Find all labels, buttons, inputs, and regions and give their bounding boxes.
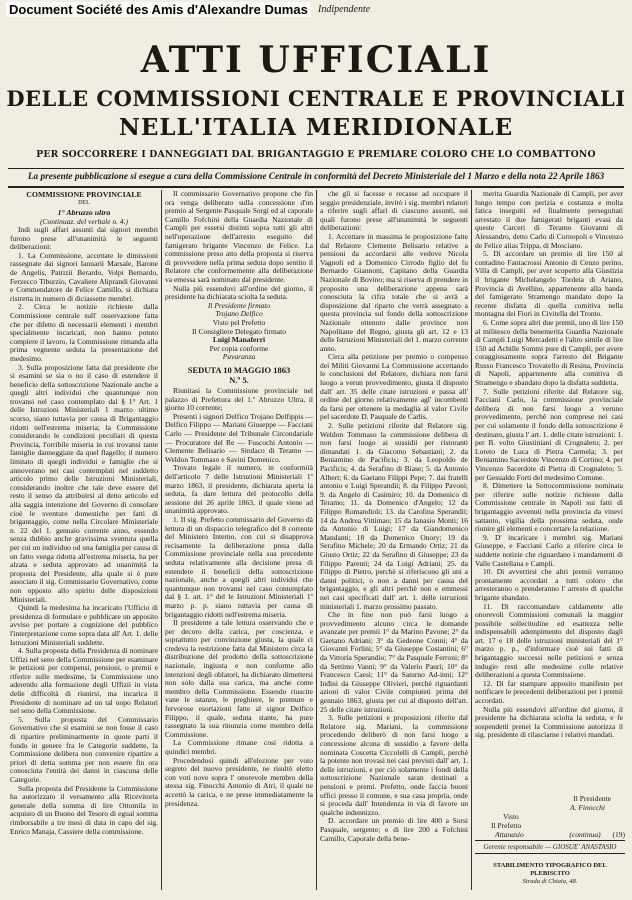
paragraph: D. accordare un premio di lire 400 a Sorsi Pasquale, sergente; e di lire 200 a Fofchini Camillo, Caporale della bene- [320, 816, 468, 843]
signature-block [475, 794, 625, 839]
paragraph: 7. Sulle petizioni riferite dal Relatore sig. Facciani Carlo, la commissione provinciale delibera di non farsi luogo a veruno provvedimento, perchè non comprese nei casi per cui solamente il fondo della sottoscrizione è destinato, giusta l' art. 1. delle citate istruzioni: 1. per B. volto Giustiniani di Crognaleto; 2. per Loreto de Luca di Pietra Carmela; 3. per Beniamino Sacerdote Vincenzo di Cortino; 4. per Vincenzo Sacerdote di Pietra di Crognaleto; 5. per Gesualdo Forti del medesimo Comune. [475, 386, 623, 482]
continuation-row [569, 830, 625, 839]
paragraph: Procedendosi quindi all'elezione per voto segreto del nuovo presidente, ne risultò eletto con voti nove sopra l' onorevole membro della stessa sig. Finocchi Antonio di Atri, il quale ne accettò la carica, e ne prese immediatamente la presidenza. [165, 755, 313, 808]
paragraph: 6. Come sopra altri due premii, uno di lire 150 al militesco della benemerita Guardia Nazionale di Campli Luigi Mercadetti e l'altro simile di lire 150 ad Achille Sommi pure di Campli, per avere coraggiosamente sopra l'arresto del Brigante Russo Francesco Trovatello di Resina, Provincia di Napoli, appartenente alla comitiva di Stramengo e sbandato dopo la disfatta suddetta. [475, 317, 623, 388]
paragraph: 3. Sulle petizioni e proposizioni riferite dal Relatore sig. Mariani, la commissione procedendo deliberò di non farsi luogo a concessione alcuna di sussidio a favore della nominata Coscetta Ciccolelli di Campli, perchè la potente non trovasi nei casi previsti dall' art. 1. delle istruzioni, e per ciò solamente i fondi della sottoscrizione Nazionale saran destinati a pensioni e premi. Prefetto, onde faccia buoni uffici presso il comune, e sua casa propria, onde si proceda dall' Intendenza in via di favore un qualche indennizzo. [320, 713, 468, 817]
column-4 [475, 190, 623, 790]
watermark: Document Société des Amis d'Alexandre Dumas [6, 2, 311, 17]
signature-label: Visto pel Prefetto [212, 317, 266, 327]
paragraph: 5. Di accordare un premio di lire 150 al contadino Fantacrossi Antonio di Cenzo perino, Villa di Campli, per aver scoperto alla Giustizia il brigante Michelangelo Tordeia di Ariano, Provincia di Avellino, appartenente alla banda del famigerato Stramengo mandato dopo la recente disfatta di quella comitiva nella montagna dei Fiori in Civitella del Tronto. [475, 249, 623, 319]
paragraph: 3. Sulla proposizione fatta dal presidente che si esamini se sia o no il caso di estendere il beneficio della sottoscrizione Nazionale anche a quegli altri individui che quantunque non trovansi nel caso contemplato dal § 1° Art. 1 delle Istruzioni Ministeriali 1 marzo ultimo scorso, siano tuttavia per causa di Brigantaggio ridotti nell'estrema miseria; la Commissione considerando le condizioni peculiari di questa Provincia, l'orribile miseria in cui trovansi tante famiglie danneggiate da quel flagello; il numero limitato di quegli individui e famiglie che si annoverano nei casi contemplati nel suddetto articolo primo delle Istruzioni Ministeriali, considerando inoltre che tale deve essere del resto il senso da attribuirsi al detto articolo ed alla saggia intenzione del Governo di consolare cioè le sventure domestiche per fatti di brigantaggio, come nella Circolare Ministeriale n. 22 del 1. gennaio corrente anno, essendo senza dubbio anche gravissima sventura quella per cui un individuo od una famiglia per causa di un fatto venga ridotta all'estrema miseria, ha per alzata e seduta approvato ad unanimità la proposta del Presidente, alla quale si è pure associato il sig. Commissario Governativo, come non opposto allo spirito delle disposizioni Ministeriali. [10, 362, 158, 604]
signature-name: Pavaranza [222, 352, 256, 362]
president-title: Il Presidente [573, 794, 611, 803]
signature-label: Il Presidente firmato [207, 300, 271, 310]
paragraph: Circa alla petizione per premio o compenso dei Militi Giovanni La Commissione accettando le conclusioni del Relatore, dichiara non farsi luogo a verun provvedimento, giusta il disposto dall' art. 35 delle citate istruzioni e passa all' ordine del giorno relativamente agl' incombenti da farsi per ottenere la medaglia al valor Civile pel sacerdote D. Pasquale de Carlis. [320, 352, 468, 422]
paragraph: 1. Il sig. Prefetto commissario del Governo dà lettura di un dispaccio telegrafico del 8 corrente del Ministero Interno, con cui si disapprova recisamente la deliberazione presa dalla Commissione provinciale nella sua precedente seduta relativamente alla decisione presa di estendere il beneficii della sottoscrizione nazionale, anche a quegli altri individui che quantunque non trovansi nel caso contemplato dal § 1. art. 1° del le Istruzioni Ministeriali 1º marzo p. p. siano tuttavia per causa di brigantaggio ridotti nell'estrema miseria. [165, 514, 313, 619]
masthead-line3: NELL'ITALIA MERIDIONALE [118, 114, 514, 141]
paragraph: Nulla più essendovi all'ordine del giorno, il presidente ha dichiarata sciolta la seduta. [165, 283, 313, 302]
paragraph: merita Guardia Nazionale di Campli, per aver lungo tempo con perizia e costanza e molta fatica inseguiti ed finalmente perseguitati arrestato il due famigerati briganti evasi da queste Carceri di Teramo Giovanni di Alessandro, detto Carlo di Cornopoli e Vincenzo de Felice alias Trippa, di Mosciano. [475, 190, 623, 250]
paragraph: La Commissione rimane così ridotta a quindici membri. [165, 738, 313, 756]
paragraph: Sulla proposta del Presidente la Commissione ha autorizzato il versamento alla Ricevitoria generale della somma di lire Ottomila in acquisto di un Buono del Tesoro di egual somma rimborsabile a tre mesi di data in capo del sig. Enrico Manaja, Cassiere della commissione. [10, 783, 158, 836]
paragraph: 4. Sulla proposta della Presidenza di nominare Uffizi nel seno della Commissione per esaminare le petizioni per compensi, pensioni, o premii e riferire sulle medesime, la Commissione uno aderendo alla formazione degli Uffizii in vista delle difficoltà di riunirsi, ma incarica il Presidente di nominare ad un tal uopo Relatori nel seno della Commissione. [10, 646, 158, 716]
paragraph: 1. La Commissione, accettate le dimissioni rassegnate dai signori Ianuarii Marsale, Barone de Angelis, Patrizii Berardo, Volpi Bernardo, Ferzecco Tiburzio, Cavaliere Aliprandi Giovanni e Commendatore de Felice Camillo, si dichiara ristretta in numero di diciassette membri. [10, 250, 158, 303]
column-divider [161, 190, 162, 890]
paragraph: 2. Sulle petizioni riferite dal Relatore sig. Weldon Tommaso la commissione delibera di non farsi luogo ai sussidii per ristoranti dimandati 1. da Giacomo Sebastiani; 2. da Beniamino de Pacificis; 3. da Leopoldo de Pacificis; 4. da Serafino di Biase; 5. da Antonio Albert; 6. da Gaetano Filippi Pepe; 7. dai fratelli antonio e Luigi Sperandii; 8. da Filippo Pavoni; 9. da Angelo di Casimiro; 10. da Domenico di Teramo; 11. da Domenico d'Angelo; 12 da Filippo Romandioli; 13. da Carolina Sperandii; 14 da Andrea Vittimao; 15 da Ianasio Monti; 16 da Antonio di Luigi; 17 da Giandomenico Mandanti; 18 da Domenico Onory; 19 da Serafino Michele; 20 da Ermando Ortiz; 21 da Giusto Ortiz; 22 da Serafino di Giuseppe; 23 da Filippo Parenti; 24 da Luigi Adriani; 25. da Filippo di Pietro, perchè si riferiscono gli uni a danni politici, o non a danni per causa del brigantaggio, e gli altri perchè non e emmessi nei casi specificati dall' art. 1. delle istruzioni ministeriali 1. marzo prossimo passato. [320, 421, 468, 611]
paragraph: 2. Circa le notizie richieste dalla Commissione centrale sull' osservazione fatta che per difetto di necessarii elementi i membri specialmente incaricati, non hanno potuto compiere il lavoro, la Commissione rimanda alla prima vegnente seduta la presentazione del medesimo. [10, 302, 158, 363]
continua-label: (continua) [569, 830, 601, 839]
paragraph: 1. Accettare in massima le proposizione fatte dal Relatore Clemente Belisario relative a pensioni da accordarsi alle vedove Nicola Vagnoli ed a Domenico Cirrodo figlio del fu Bernardo Giannoni, Capitano della Guardia Nazionale di Bovino; ma si riserva di prendere in proposito una deliberazione appena sarà conosciuta la cifra totale che si avrà a disposizione dal riparto che verrà assegnato a questa provincia sul fondo della sottoscrizione Nazionale ottenuto dalle province non Napolitane del Regno, giusta gli art. 12 e 13 delle Istruzioni Ministeriali del 1. marzo corrente anno. [320, 231, 468, 353]
column-3 [320, 190, 468, 854]
subtitle-rule [8, 186, 624, 188]
paragraph: 5. Sulla proposta del Commissario Governativo che si esamini se non fosse il caso di ripartire preliminarmente in quote parti il fondo in genere fra le Categorie suddette, la Commissione delibera non convenire ripartire a priori di detta somma per non essere fin ora conosciuta l'entità dei danni in ciascuna delle Categorie. [10, 714, 158, 784]
heading-del: DEL [78, 200, 90, 206]
page-number: (19) [612, 830, 625, 839]
signature-label: Per copia conforme [209, 343, 269, 353]
paragraph: 10. Di avvertirsi che altri premii verranno prontamente accordati a tutti coloro che arresteranno o prenderanno l' arresto di qualche brigante sbandato. [475, 567, 623, 602]
column-divider [316, 190, 317, 890]
prefetto-name: Attanasio [495, 830, 524, 839]
paragraph: 9. D' incaricare i membri sig. Mariani Giuseppe, e Facciani Carlo a riferire circa le suddette notizie che riguardano i mandamenti di Valle Castellana e Campli. [475, 532, 623, 568]
paragraph: 12. Di far stampare apposito manifesto per notificare le precedenti deliberazioni per i premii accordati. [475, 678, 623, 706]
printer-name: STABILIMENTO TIPOGRAFICO DEL PLEBISCITO [493, 862, 607, 877]
paragraph: 8. Dimettere la Sottocommissione nominata per riferire sulle notizie richieste dalla Commissione centrale in Napoli sui fatti di brigantaggio avvenuti nella provincia da vinevi sattanto, vigilia della prossima seduta, onde riunire gli elementi e concertare la relazione. [475, 481, 623, 534]
signature-name: Trojano Delfico [215, 309, 263, 319]
president-name: A. Finocchi [570, 803, 605, 812]
prefetto-row [475, 830, 625, 839]
paragraph: che gli si facesse e recasse ad occupare il seggio presidenziale, invitò i sig. membri relatori a riferire sugli affari di ciascuno assunti, sui quali furono prese all'unanimità le seguenti deliberazioni: [320, 190, 468, 233]
prefetto-label: Il Prefetto [491, 821, 522, 830]
signature-name: Luigi Manaferri [212, 335, 266, 345]
paragraph: Presenti i signori Delfico Trojano Delfippis — Delfico Filippo — Mariani Giuseppe — Facciani Carlo — Presidente del Tribunale Circondariale — Procuratore del Re — Fuscochi Antonio — Clemente Belisario — Sindaco di Teramo — Weldon Tommaso e Savini Domenico. [165, 411, 313, 464]
gerente-line: Gerente responsabile — GIOSUE' ANASTASIO [475, 840, 625, 854]
masthead-subtitle: La presente pubblicazione si esegue a cura della Commissione Centrale in conformità del Decreto Ministeriale del 1 Marzo e della nota 22 Aprile 1863 [27, 172, 605, 182]
paragraph: Il presidente a tale lettura osservando che e per decoro della carica, per coscienza, e soprattutto per convinzione giusta, la quale ci credeva la restrizione fatta dal Ministero circa la distribuzione del prodotto della sottoscrizione nazionale, ingiusta e non conforme allo intenzioni degli oblatori, ha dichiarato dimettersi non solo dalla sua carica, ma anche come membro della Commissione. Essendo riuscite vane le istanze, le preghiere, le premure e fervorose esortazioni fatte al signor Delfico Filippo, il quale, seduta stante, ha pure rassegnato la sua rinunzia come membro della Commissione. [165, 618, 313, 739]
top-rule [8, 168, 624, 169]
session-number: N.º 5. [229, 375, 249, 386]
session-heading: SEDUTA 10 MAGGIO 1863 [187, 364, 291, 375]
paragraph: Il commissario Governativo propone che fin ora venga deliberato sulla concessione d'un premio al Sergente Pasquale Sorgi ed al caporale Camillo Fofchini della Guardia Nazionale di Campli per essersi distinti sopra tutti gli altri nell'operazione dell'arresto eseguito del famigerato brigante Vincenzo de Felice. La commissione preso atto della proposta si riserva di provvedere nella prima seduta dopo sentito il Relatore che conformemente alla deliberazione va emessa sarà nominato dal presidente. [165, 190, 313, 284]
paragraph: Che in fine non può farsi luogo a provvedimento alcuno circa le domande avanzate per premii 1° da Marino Pavone; 2° da Gaetano Adriani; 3° da Gedeone Conni; 4° da Giovanni Forlini; 5° da Giuseppe Costantini; 6° da Vittoria Sperandio; 7° da Pasquale Ferroni; 8° da Settimo Vanni; 9° da Valerio Pauri; 10° da Francesco Caesi; 11° da Saturno Ad-inni; 12° Inđini da Giuseppe Olivieri, perchè riguardanti azioni di valor Civile compiuteti prima del gennaio 1863, giusta per cui al disposto dell'art. 25 delle citate istruzioni. [320, 610, 468, 714]
paragraph: Nulla più essendovi all'ordine del giorno, il presidente ha dichiarata sciolta la seduta, e fe sospendetti prenei la Commissione autorizza il sig. presidente di rilasciarne i relativi mandati. [475, 704, 623, 740]
masthead-title: ATTI UFFICIALI [140, 39, 492, 81]
region-heading: 1° Abruzzo ultra [57, 208, 111, 217]
page-tag: Indipendente [318, 4, 371, 15]
masthead-line2: DELLE COMMISSIONI CENTRALE E PROVINCIALI [6, 86, 626, 111]
masthead-line4: PER SOCCORRERE I DANNEGGIATI DAL BRIGANTAGGIO E PREMIARE COLORO CHE LO COMBATTONO [36, 149, 596, 160]
visto-label: Visto [503, 812, 519, 821]
column-heading: COMMISSIONE PROVINCIALE [26, 190, 142, 199]
printer-imprint [475, 862, 625, 886]
paragraph: Quindi la medesima ha incaricato l'Ufficio di presidenza di formulare e pubblicare un apposito avviso per portare a cognizione del pubblico l'interpretazione come sopra data all' Art. 1. delle Istruzioni Ministeriali suddette. [10, 603, 158, 647]
paragraph: Riunitasi la Commissione provinciale nel palazzo di Prefettura del 1.º Abruzzo Ultra, il giorno 10 corrente; [165, 386, 313, 413]
printer-address: Strada di Chiaia, 48. [522, 878, 578, 885]
signature-label: Il Consigliere Delegato firmato [192, 326, 286, 336]
paragraph: 11. Di raccomandare caldamente alle onorevoli Commissioni comunali la maggior possibile sollecitudine ed esattezza nelle indispensabili adempimento del disposto dagli art. 17 e 18 delle istruzioni ministeriali del 1° marzo p. p., d'informare cioè sui fatti di brigantaggio successi nelle petizioni e senza indugio resti alle medesime colle relative deliberazioni a questa Commissione. [475, 601, 623, 680]
column-2 [165, 190, 313, 854]
continuation-note: (Continuaz. del verbale n. 4.) [39, 217, 129, 226]
column-divider [471, 190, 472, 890]
paragraph: Indi sugli affari assunti dai signori membri furono prese all'unanimità le seguenti deliberazioni: [10, 225, 158, 252]
column-1 [10, 190, 158, 854]
paragraph: Trovato legale il numero, in conformità dell'articolo 7 delle Istruzioni Ministeriali 1º marzo 1863, il presidente, dichiarata aperta la seduta, fa dare lettura del protocollo della sessione del 26 aprile 1863, il quale viene ad unanimità approvato. [165, 463, 313, 516]
